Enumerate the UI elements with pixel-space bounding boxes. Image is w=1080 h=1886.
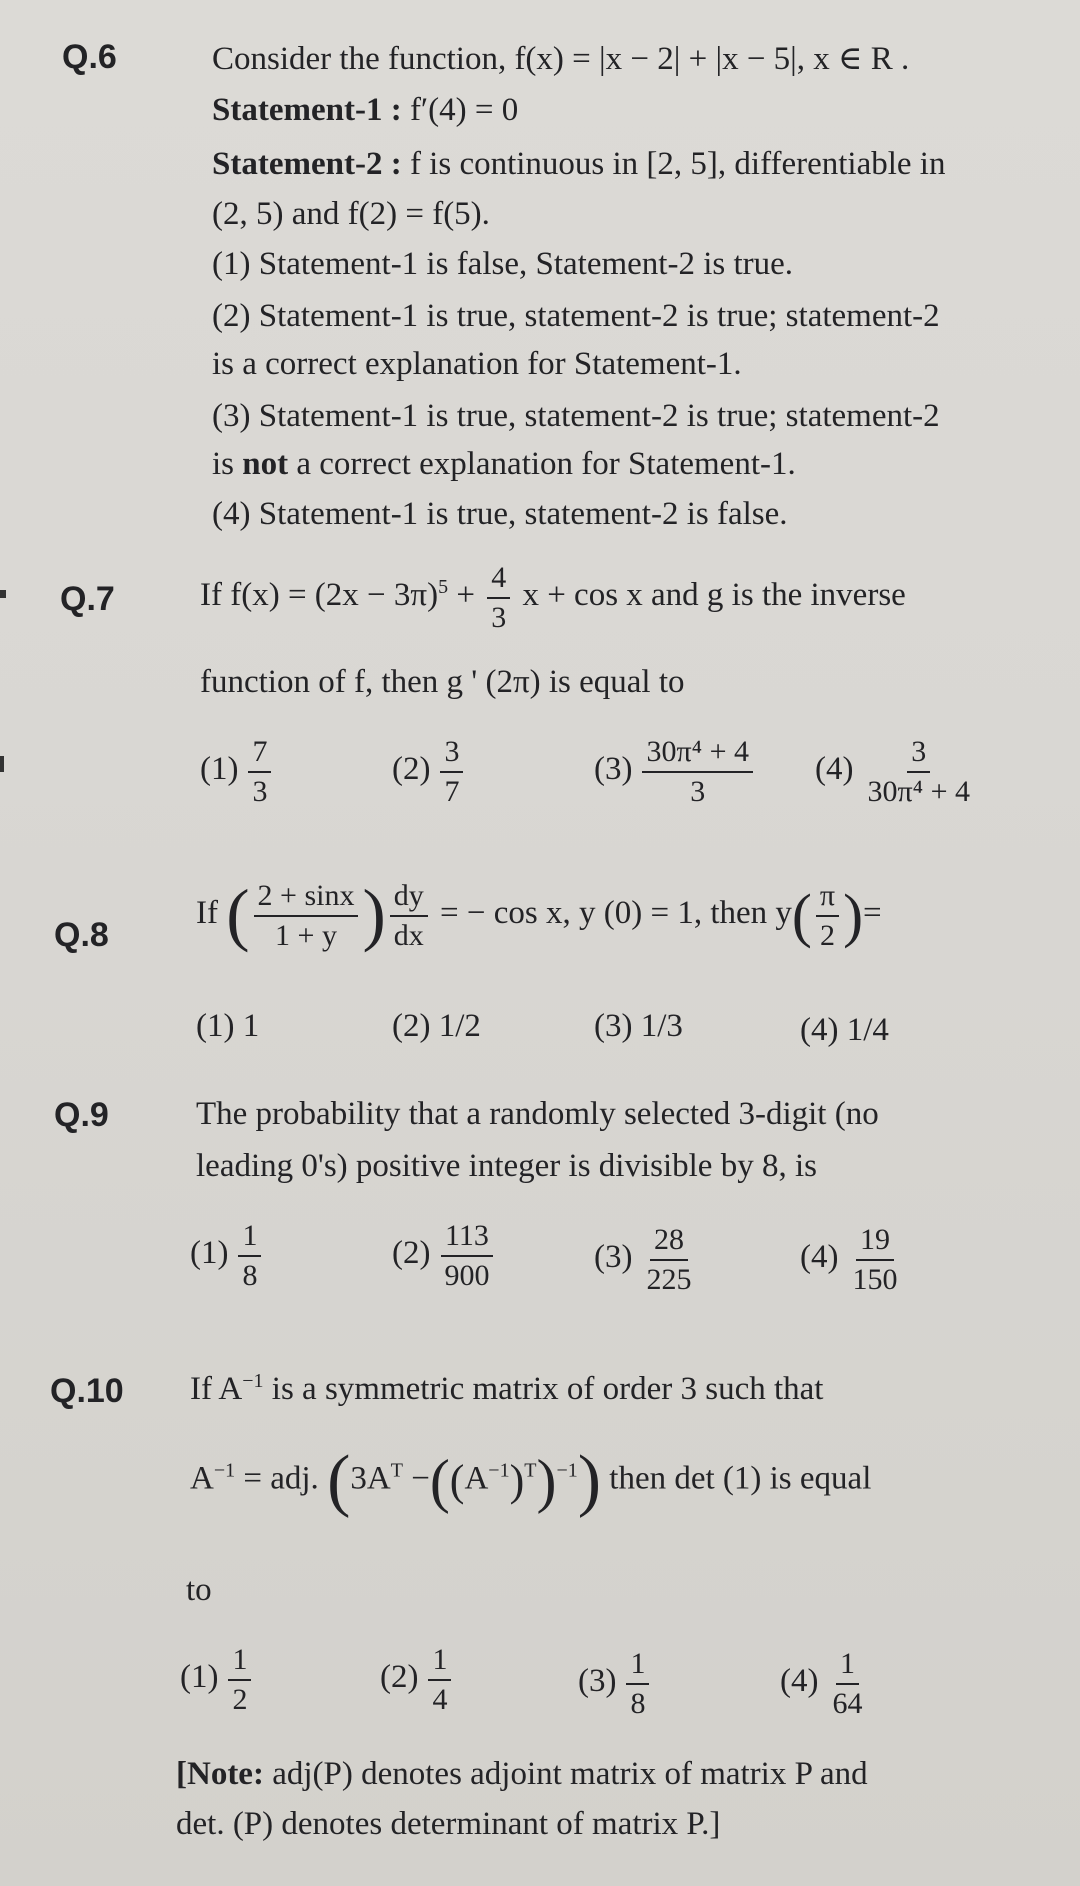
statement-2: [212, 146, 945, 183]
numerator: 19: [856, 1224, 894, 1261]
option-1[interactable]: [200, 736, 275, 807]
option-3-continued: [212, 446, 796, 483]
formula-part: 3A: [350, 1460, 391, 1497]
statement-text: f is continuous in [2, 5], differentiable in: [409, 146, 946, 182]
fraction: [440, 1220, 493, 1291]
question-text: function of f, then g ' (2π) is equal to: [200, 664, 685, 700]
fraction: [642, 736, 753, 807]
denominator: 225: [646, 1262, 692, 1296]
statement-label: Statement-1 :: [212, 92, 402, 128]
numerator: 113: [441, 1220, 493, 1257]
plus-sign: +: [456, 577, 475, 614]
fraction: [487, 562, 510, 633]
question-number: Q.8: [54, 916, 109, 954]
option-2[interactable]: [392, 1220, 497, 1291]
question-number: Q.6: [62, 38, 117, 76]
fraction: [254, 880, 359, 951]
statement-text: f′(4) = 0: [409, 92, 519, 128]
paren-close: ): [362, 876, 386, 954]
equation: [190, 1442, 872, 1519]
fraction: [248, 736, 271, 807]
question-text: leading 0's) positive integer is divisible by 8, is: [196, 1148, 817, 1184]
denominator: 3: [690, 774, 706, 808]
denominator: dx: [393, 918, 424, 952]
numerator: π: [816, 880, 839, 917]
denominator: 8: [242, 1258, 258, 1292]
denominator: 8: [630, 1686, 646, 1720]
option-3[interactable]: [594, 736, 757, 807]
denominator: 7: [444, 774, 460, 808]
denominator: 900: [444, 1258, 490, 1292]
paren-open: (: [429, 1448, 450, 1514]
text-if: If: [196, 895, 218, 932]
numerator: 1: [238, 1220, 261, 1257]
statement-label: Statement-2 :: [212, 146, 402, 182]
denominator: 64: [832, 1686, 863, 1720]
option-2[interactable]: (2) 1/2: [392, 1008, 481, 1044]
denominator: 2: [232, 1682, 248, 1716]
option-label: (1): [200, 751, 239, 788]
note-line-2: det. (P) denotes determinant of matrix P.]: [176, 1806, 721, 1842]
option-label: (3): [578, 1663, 617, 1700]
numerator: 1: [626, 1648, 649, 1685]
equals-sign: =: [863, 895, 882, 932]
numerator: 1: [228, 1644, 251, 1681]
margin-mark: [0, 756, 4, 772]
exponent: T: [524, 1459, 537, 1482]
numerator: dy: [390, 880, 428, 917]
option-label: (2): [392, 1235, 431, 1272]
fraction: [238, 1220, 261, 1291]
numerator: 1: [428, 1644, 451, 1681]
fraction: [828, 1648, 866, 1719]
paren-close: ): [509, 1456, 525, 1505]
note-label: [Note:: [176, 1756, 264, 1792]
formula-part: x + cos x and g is the inverse: [522, 577, 906, 614]
formula-part: If A: [190, 1371, 243, 1407]
denominator: 3: [252, 774, 268, 808]
option-label: (1): [180, 1659, 219, 1696]
option-2[interactable]: (2) Statement-1 is true, statement-2 is true; statement-2: [212, 298, 940, 334]
denominator: 150: [852, 1262, 898, 1296]
exponent: −1: [213, 1459, 236, 1482]
question-text: [200, 562, 906, 633]
derivative: [390, 880, 428, 951]
option-1[interactable]: [190, 1220, 265, 1291]
paren-open: (: [791, 882, 812, 949]
option-label: (3): [594, 751, 633, 788]
option-label: (2): [392, 751, 431, 788]
exponent: T: [390, 1459, 403, 1482]
question-text: [196, 876, 882, 954]
option-2-continued: is a correct explanation for Statement-1.: [212, 346, 742, 382]
exponent: 5: [438, 576, 449, 599]
exponent: −1: [556, 1459, 578, 1482]
option-4[interactable]: [800, 1224, 905, 1295]
question-number: Q.10: [50, 1372, 124, 1410]
exponent: −1: [488, 1459, 510, 1482]
emphasis-not: not: [242, 446, 289, 482]
option-label: (3): [594, 1239, 633, 1276]
option-3[interactable]: [578, 1648, 653, 1719]
option-label: (4): [815, 751, 854, 788]
note-text: adj(P) denotes adjoint matrix of matrix P and: [263, 1756, 868, 1792]
option-2[interactable]: [392, 736, 467, 807]
paren-open: (: [449, 1456, 465, 1505]
formula-part: If f(x) = (2x − 3π): [200, 577, 439, 614]
numerator: 30π⁴ + 4: [642, 736, 753, 773]
option-1[interactable]: [180, 1644, 255, 1715]
formula-part: = adj.: [235, 1460, 319, 1497]
fraction: [626, 1648, 649, 1719]
paren-close: ): [577, 1442, 602, 1519]
option-text: a correct explanation for Statement-1.: [288, 446, 796, 482]
option-2[interactable]: [380, 1644, 455, 1715]
question-text: Consider the function, f(x) = |x − 2| + |x − 5|, x ∈ R .: [212, 41, 910, 77]
margin-mark: [0, 590, 6, 598]
numerator: 3: [907, 736, 930, 773]
option-label: (4): [780, 1663, 819, 1700]
denominator: 1 + y: [275, 918, 337, 952]
numerator: 2 + sinx: [254, 880, 359, 917]
paren-open: (: [226, 876, 250, 954]
denominator: 4: [432, 1682, 448, 1716]
fraction: [848, 1224, 901, 1295]
formula-part: A: [190, 1460, 214, 1497]
fraction: [428, 1644, 451, 1715]
numerator: 7: [248, 736, 271, 773]
paren-close: ): [843, 882, 864, 949]
paren-open: (: [327, 1442, 351, 1519]
numerator: 3: [440, 736, 463, 773]
denominator: 3: [491, 600, 507, 634]
formula-part: y: [775, 895, 792, 932]
exponent: −1: [242, 1370, 264, 1392]
option-label: (1): [190, 1235, 229, 1272]
fraction: [863, 736, 974, 807]
option-3[interactable]: (3) Statement-1 is true, statement-2 is true; statement-2: [212, 398, 940, 434]
option-text: is: [212, 446, 243, 482]
option-1[interactable]: (1) 1: [196, 1008, 260, 1044]
fraction: [228, 1644, 251, 1715]
question-text: to: [186, 1572, 212, 1608]
question-text: The probability that a randomly selected 3-digit (no: [196, 1096, 879, 1132]
formula-part: then det (1) is equal: [609, 1460, 872, 1497]
question-text: [190, 1370, 823, 1408]
numerator: 1: [836, 1648, 859, 1685]
formula-part: = − cos x, y (0) = 1, then: [440, 895, 768, 932]
denominator: 2: [819, 918, 835, 952]
statement-2-continued: (2, 5) and f(2) = f(5).: [212, 196, 490, 232]
numerator: 28: [650, 1224, 688, 1261]
fraction: [642, 1224, 695, 1295]
option-4[interactable]: (4) Statement-1 is true, statement-2 is false.: [212, 496, 788, 532]
option-label: (2): [380, 1659, 419, 1696]
option-4[interactable]: [780, 1648, 870, 1719]
option-1[interactable]: (1) Statement-1 is false, Statement-2 is true.: [212, 246, 794, 282]
paren-close: ): [536, 1448, 557, 1514]
fraction: [816, 880, 839, 951]
fraction: [440, 736, 463, 807]
option-4[interactable]: (4) 1/4: [800, 1012, 889, 1048]
formula-part: −: [402, 1460, 430, 1497]
option-4[interactable]: [815, 736, 978, 807]
formula-part: is a symmetric matrix of order 3 such that: [263, 1371, 824, 1407]
numerator: 4: [487, 562, 510, 599]
formula-part: A: [464, 1460, 489, 1497]
question-number: Q.9: [54, 1096, 109, 1134]
option-3[interactable]: (3) 1/3: [594, 1008, 683, 1044]
option-label: (4): [800, 1239, 839, 1276]
statement-1: [212, 92, 518, 129]
question-number: Q.7: [60, 580, 115, 618]
option-3[interactable]: [594, 1224, 699, 1295]
denominator: 30π⁴ + 4: [867, 774, 971, 808]
note-line-1: [176, 1756, 868, 1793]
